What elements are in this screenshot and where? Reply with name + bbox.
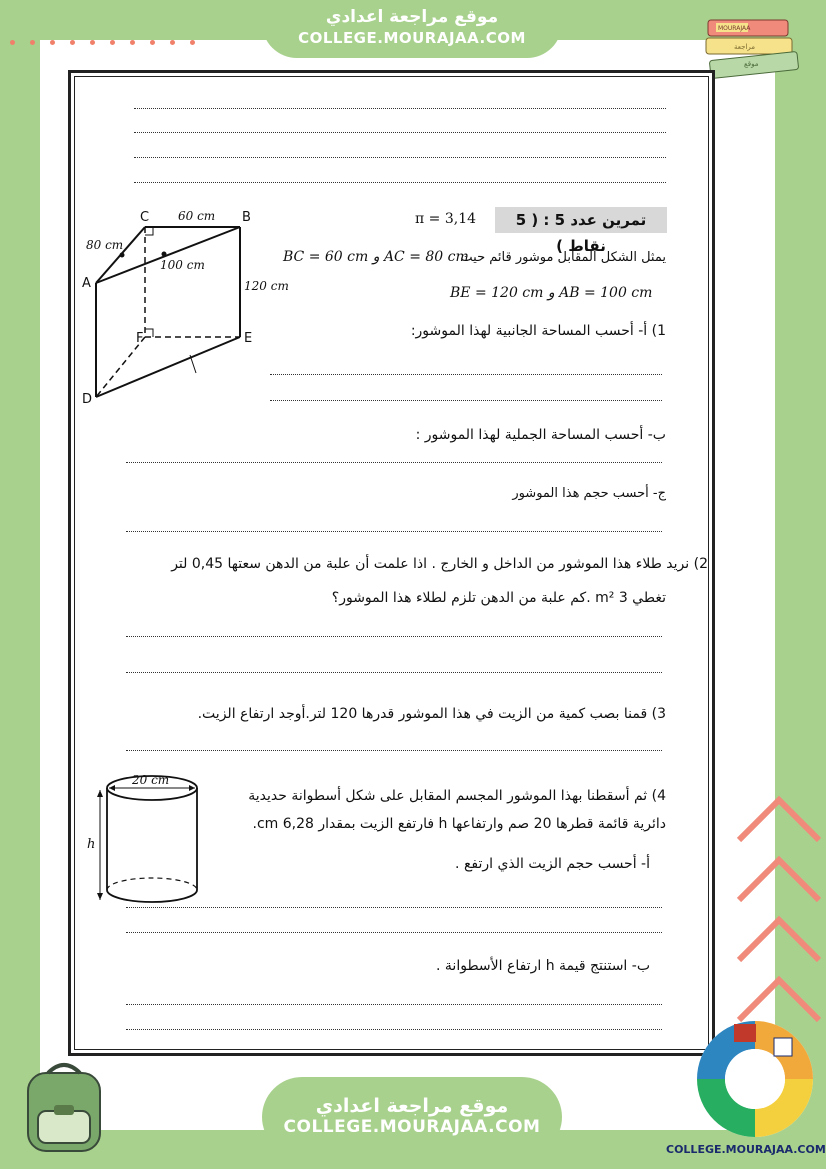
book-label-2: مراجعة: [734, 43, 756, 51]
books-icon: [704, 14, 804, 94]
vertex-label-A: A: [82, 276, 91, 291]
length-label-CB: 60 cm: [178, 209, 216, 223]
book-label-3: موقع: [744, 60, 759, 68]
decorative-dots: [10, 40, 210, 50]
footer-site-url[interactable]: COLLEGE.MOURAJAA.COM: [283, 1117, 541, 1137]
answer-line[interactable]: [126, 462, 662, 463]
chevron-up-icon: [735, 790, 821, 1030]
cylinder-figure: [84, 766, 210, 912]
vertex-label-D: D: [82, 392, 93, 407]
intro-text: يمثل الشكل المقابل موشور قائم حيث: [460, 250, 666, 265]
question-4b: ب- استنتج قيمة h ارتفاع الأسطوانة .: [436, 958, 650, 974]
question-1a: 1) أ- أحسب المساحة الجانبية لهذا الموشور:: [410, 323, 666, 339]
answer-line[interactable]: [134, 132, 666, 133]
intro-math-2: BE = 120 cm و AB = 100 cm: [450, 285, 653, 301]
exercise-title: تمرين عدد 5 : ( 5 نقاط ): [495, 207, 667, 233]
backpack-icon: [14, 1055, 114, 1155]
question-2-line-2: تغطي 3 m² .كم علبة من الدهن تلزم لطلاء هذا الموشور؟: [331, 590, 666, 606]
answer-line[interactable]: [126, 907, 662, 908]
answer-line[interactable]: [270, 374, 662, 375]
vertex-label-F: F: [136, 331, 144, 346]
footer-banner[interactable]: [262, 1077, 562, 1157]
question-3: 3) قمنا بصب كمية من الزيت في هذا الموشور قدرها 120 لتر.أوجد ارتفاع الزيت.: [197, 706, 666, 722]
cylinder-height-label: h: [87, 837, 96, 852]
logo-site-label[interactable]: COLLEGE.MOURAJAA.COM: [666, 1143, 826, 1156]
question-1b: ب- أحسب المساحة الجملية لهذا الموشور :: [415, 427, 666, 443]
question-1c: ج- أحسب حجم هذا الموشور: [512, 486, 666, 501]
intro-math-1: BC = 60 cm و AC = 80 cm: [283, 249, 469, 265]
header-site-url[interactable]: COLLEGE.MOURAJAA.COM: [298, 29, 526, 47]
answer-line[interactable]: [126, 1029, 662, 1030]
book-label-1: MOURAJAA: [718, 25, 751, 32]
answer-line[interactable]: [126, 750, 662, 751]
prism-figure: [80, 205, 300, 410]
question-4a: أ- أحسب حجم الزيت الذي ارتفع .: [455, 856, 650, 872]
pi-value: π = 3,14: [415, 211, 477, 227]
footer-site-name: موقع مراجعة اعدادي: [315, 1095, 509, 1117]
answer-line[interactable]: [126, 1004, 662, 1005]
length-label-AB: 100 cm: [160, 258, 205, 272]
answer-line[interactable]: [134, 108, 666, 109]
length-label-AC: 80 cm: [86, 238, 124, 252]
vertex-label-B: B: [242, 210, 251, 225]
answer-line[interactable]: [126, 672, 662, 673]
header-site-name: موقع مراجعة اعدادي: [325, 7, 499, 27]
answer-line[interactable]: [134, 157, 666, 158]
question-4-line-2: دائرية قائمة قطرها 20 صم وارتفاعها h فارتفع الزيت بمقدار 6,28 cm.: [252, 816, 666, 832]
length-label-BE: 120 cm: [244, 279, 289, 293]
question-4-line-1: 4) ثم أسقطنا بهذا الموشور المجسم المقابل على شكل أسطوانة حديدية: [248, 788, 666, 804]
answer-line[interactable]: [126, 636, 662, 637]
vertex-label-E: E: [244, 331, 253, 346]
cylinder-diameter-label: 20 cm: [132, 773, 170, 787]
vertex-label-C: C: [140, 210, 150, 225]
answer-line[interactable]: [126, 531, 662, 532]
site-logo-icon[interactable]: [694, 1018, 816, 1140]
question-2-line-1: 2) نريد طلاء هذا الموشور من الداخل و الخارج . اذا علمت أن علبة من الدهن سعتها 0,45 لتر: [171, 556, 708, 572]
answer-line[interactable]: [270, 400, 662, 401]
answer-line[interactable]: [126, 932, 662, 933]
header-banner[interactable]: [262, 0, 562, 58]
answer-line[interactable]: [134, 182, 666, 183]
